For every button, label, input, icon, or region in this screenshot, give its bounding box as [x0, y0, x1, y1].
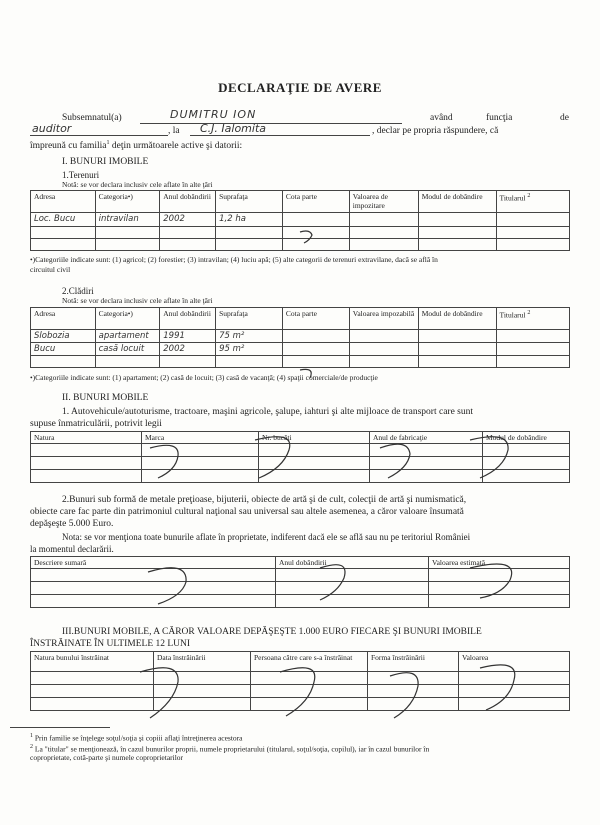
intro-la: , la [168, 126, 180, 136]
section-2-heading: II. BUNURI MOBILE [62, 393, 149, 403]
intro-functia: funcţia [486, 113, 513, 123]
terenuri-note: Notă: se vor declara inclusiv cele aflate în alte ţări [62, 180, 213, 189]
alienated-table: Natura bunului înstrăinat Data înstrăinării Persoana către care s-a înstrăinat Forma înstrăinării Valoarea [30, 651, 570, 711]
section-3-heading-a: III.BUNURI MOBILE, A CĂROR VALOARE DEPĂŞEŞTE 1.000 EURO FIECARE ŞI BUNURI IMOBILE [62, 627, 482, 637]
cladiri-footnote: •)Categoriile indicate sunt: (1) apartament; (2) casă de locuit; (3) casă de vacanţă; (4) spaţii comerciale/de producţie [30, 373, 378, 382]
th-suprafata: Suprafaţa [216, 191, 283, 213]
s2-p2c: depăşeşte 5.000 Euro. [30, 519, 114, 529]
s2-p2b: obiecte care fac parte din patrimoniul cultural naţional sau universal sau altele asemenea, a căror valoare însumată [30, 507, 464, 517]
declarant-name: DUMITRU ION [170, 108, 257, 121]
declarant-function: auditor [32, 122, 72, 135]
valuables-table: Descriere sumară Anul dobândirii Valoarea estimată [30, 556, 570, 608]
table-row: Loc. Bucu intravilan 2002 1,2 ha [31, 213, 570, 227]
th-cota: Cota parte [282, 191, 349, 213]
s2-p2a: 2.Bunuri sub formă de metale preţioase, bijuterii, obiecte de artă şi de cult, colecţii de artă şi numismatică, [62, 495, 467, 505]
th-titularul: Titularul $^2$ [496, 191, 569, 213]
terenuri-footnote-b: circuitul civil [30, 265, 71, 274]
cladiri-table: Adresa Categoria•) Anul dobândirii Suprafaţa Cota parte Valoarea impozabilă Modul de dobândire Titularul $^2$ Slobozia apartament 1991 75 m² Bucu casă locuit 2002 95 m² [30, 307, 570, 368]
page-title: DECLARAŢIE DE AVERE [218, 80, 382, 95]
declarant-institution: C.J. Ialomita [200, 122, 267, 135]
footnote-1: $^1$ Prin familie se înţelege soţul/soţia şi copiii aflaţi întreţinerea acestora [30, 733, 243, 743]
section-3-heading-b: ÎNSTRĂINATE ÎN ULTIMELE 12 LUNI [30, 639, 191, 649]
table-row: Slobozia apartament 1991 75 m² [31, 330, 570, 343]
vehicles-table: Natura Marca Nr. bucăţi Anul de fabricaţie Modul de dobândire [30, 431, 570, 483]
th-adresa: Adresa [31, 191, 96, 213]
th-modul: Modul de dobândire [418, 191, 496, 213]
s2-p1b: supuse înmatriculării, potrivit legii [30, 419, 162, 429]
th-categoria: Categoria•) [95, 191, 160, 213]
cladiri-note: Notă: se vor declara inclusiv cele aflate în alte ţări [62, 296, 213, 305]
intro-avand: având [430, 113, 453, 123]
terenuri-title: 1.Terenuri [62, 170, 100, 180]
s2-note-b: la momentul declarării. [30, 544, 114, 554]
intro-declar: , declar pe propria răspundere, că [372, 126, 499, 136]
s2-note-a: Nota: se vor menţiona toate bunurile aflate în proprietate, indiferent dacă ele se află sau nu pe teritoriul României [62, 532, 471, 542]
th-valoarea: Valoarea de impozitare [349, 191, 418, 213]
terenuri-table [30, 190, 570, 251]
intro-line3: împreună cu familia$^1$ deţin următoarele active şi datorii: [30, 140, 243, 152]
intro-de: de [560, 113, 569, 123]
terenuri-footnote-a: •)Categoriile indicate sunt: (1) agricol; (2) forestier; (3) intravilan; (4) luciu apă; (5) alte categorii de terenuri extravilane, dacă se află în [30, 255, 438, 264]
footnote-2a: $^2$ La "titular" se menţionează, în cazul bunurilor proprii, numele proprietarului (titularul, soţul/soţia, copilul), iar în cazul bunurilor în [30, 744, 430, 754]
th-anul: Anul dobândirii [160, 191, 216, 213]
s2-p1a: 1. Autovehicule/autoturisme, tractoare, maşini agricole, şalupe, iahturi şi alte mijloace de transport care sunt [62, 407, 474, 417]
footnote-2b: coproprietate, cotă-parte şi numele coproprietarilor [30, 753, 184, 762]
intro-prefix: Subsemnatul(a) [62, 113, 122, 123]
cladiri-title: 2.Clădiri [62, 286, 94, 296]
section-1-heading: I. BUNURI IMOBILE [62, 157, 149, 167]
table-row: Bucu casă locuit 2002 95 m² [31, 343, 570, 356]
